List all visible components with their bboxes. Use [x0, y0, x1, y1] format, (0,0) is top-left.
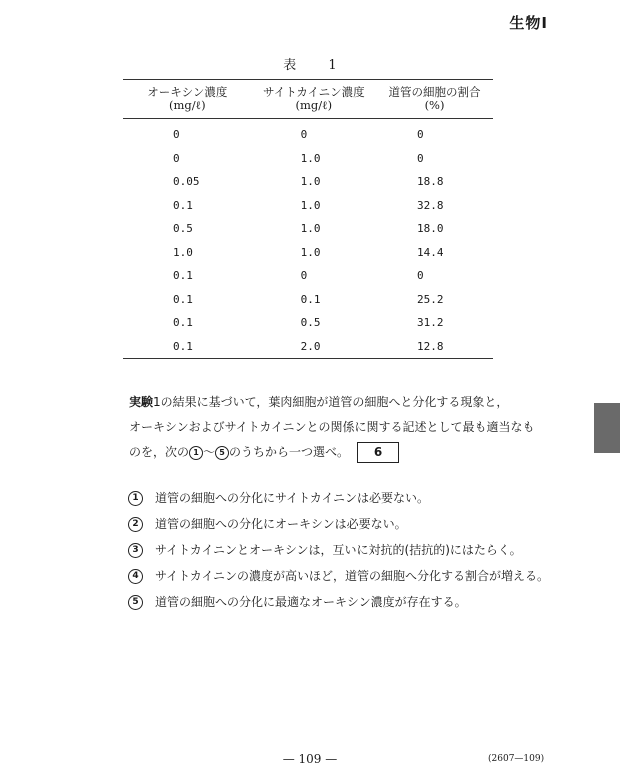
question-line-3 [129, 440, 574, 465]
table-cell: 1.0 [300, 222, 321, 236]
table-row [123, 217, 493, 241]
table-row [123, 311, 493, 335]
table-row [123, 335, 493, 359]
table-row [123, 170, 493, 194]
page-number: — 109 — [282, 752, 338, 766]
choice-text: 道管の細胞への分化に最適なオーキシン濃度が存在する。 [155, 595, 467, 609]
table-cell: 18.8 [417, 175, 444, 189]
question-line-3-start: のを，次の [129, 445, 190, 459]
choice-number-marker: 3 [128, 543, 143, 558]
table-cell: 0.1 [173, 316, 193, 330]
table-cell: 0 [417, 151, 424, 165]
column-header-cytokinin [252, 80, 376, 119]
table-row [123, 241, 493, 265]
exam-code: (2607—109) [488, 754, 545, 764]
table-cell: 0 [173, 128, 180, 142]
table-cell: 0 [173, 151, 180, 165]
question-bold-lead: 実験 [129, 395, 154, 409]
choice-number-marker: 5 [128, 595, 143, 610]
table-row [123, 288, 493, 312]
table-cell: 14.4 [417, 245, 444, 259]
choice-number-marker: 2 [128, 517, 143, 532]
table-row [123, 119, 493, 147]
table-cell: 0 [300, 128, 308, 142]
column-unit: (mg/ℓ) [168, 98, 206, 112]
column-header-auxin [123, 80, 252, 119]
table-cell: 0.1 [173, 198, 193, 212]
column-header-vessel-ratio [376, 80, 493, 119]
answer-box[interactable]: 6 [357, 442, 399, 463]
choice-number-marker: 4 [128, 569, 143, 584]
table-caption: 表 1 [283, 58, 351, 73]
choice-item[interactable] [128, 486, 578, 511]
range-start-marker: 1 [189, 446, 203, 460]
table-cell: 0.1 [173, 292, 193, 306]
table-cell: 0 [300, 269, 308, 283]
table-cell: 12.8 [417, 339, 444, 353]
column-label: オーキシン濃度 [147, 85, 228, 99]
question-line-3-end: のうちから一つ選べ。 [229, 445, 350, 459]
table-cell: 0.5 [300, 316, 321, 330]
range-end-marker: 5 [215, 446, 229, 460]
question-line-1 [129, 390, 574, 415]
choice-item[interactable] [128, 590, 578, 615]
range-separator: 〜 [203, 445, 216, 459]
table-cell: 2.0 [300, 339, 321, 353]
table-cell: 25.2 [417, 292, 444, 306]
table-cell: 0.5 [173, 222, 193, 236]
table-row [123, 264, 493, 288]
choice-text: 道管の細胞への分化にサイトカイニンは必要ない。 [155, 491, 429, 505]
table-row [123, 147, 493, 171]
table-cell: 1.0 [300, 175, 321, 189]
table-cell: 32.8 [417, 198, 444, 212]
table-header-row [123, 80, 493, 119]
choice-item[interactable] [128, 512, 578, 537]
column-unit: (%) [424, 98, 445, 112]
table-cell: 18.0 [417, 222, 444, 236]
column-label: サイトカイニン濃度 [263, 85, 365, 99]
table-cell: 1.0 [300, 245, 321, 259]
table-cell: 0.05 [173, 175, 200, 189]
table-cell: 1.0 [173, 245, 193, 259]
table-cell: 1.0 [300, 151, 321, 165]
question-text [129, 390, 574, 465]
table-cell: 0 [417, 128, 424, 142]
choice-list [128, 486, 578, 616]
table-cell: 0.1 [173, 339, 193, 353]
results-table [123, 79, 493, 359]
table-cell: 31.2 [417, 316, 444, 330]
question-line-2: オーキシンおよびサイトカイニンとの関係に関する記述として最も適当なも [129, 420, 535, 434]
choice-text: サイトカイニンとオーキシンは，互いに対抗的(拮抗的)にはたらく。 [155, 543, 522, 557]
column-label: 道管の細胞の割合 [388, 85, 481, 99]
table-cell: 1.0 [300, 198, 321, 212]
choice-item[interactable] [128, 538, 578, 563]
table-row [123, 194, 493, 218]
subject-title: 生物Ⅰ [509, 14, 548, 32]
table-cell: 0 [417, 269, 424, 283]
table-cell: 0.1 [173, 269, 193, 283]
choice-text: 道管の細胞への分化にオーキシンは必要ない。 [155, 517, 407, 531]
choice-number-marker: 1 [128, 491, 143, 506]
question-line-1-text: 1の結果に基づいて，葉肉細胞が道管の細胞へと分化する現象と， [153, 395, 509, 409]
choice-text: サイトカイニンの濃度が高いほど，道管の細胞へ分化する割合が増える。 [155, 569, 549, 583]
column-unit: (mg/ℓ) [295, 98, 333, 112]
page-edge-tab [594, 403, 620, 453]
choice-item[interactable] [128, 564, 578, 589]
table-cell: 0.1 [300, 292, 321, 306]
